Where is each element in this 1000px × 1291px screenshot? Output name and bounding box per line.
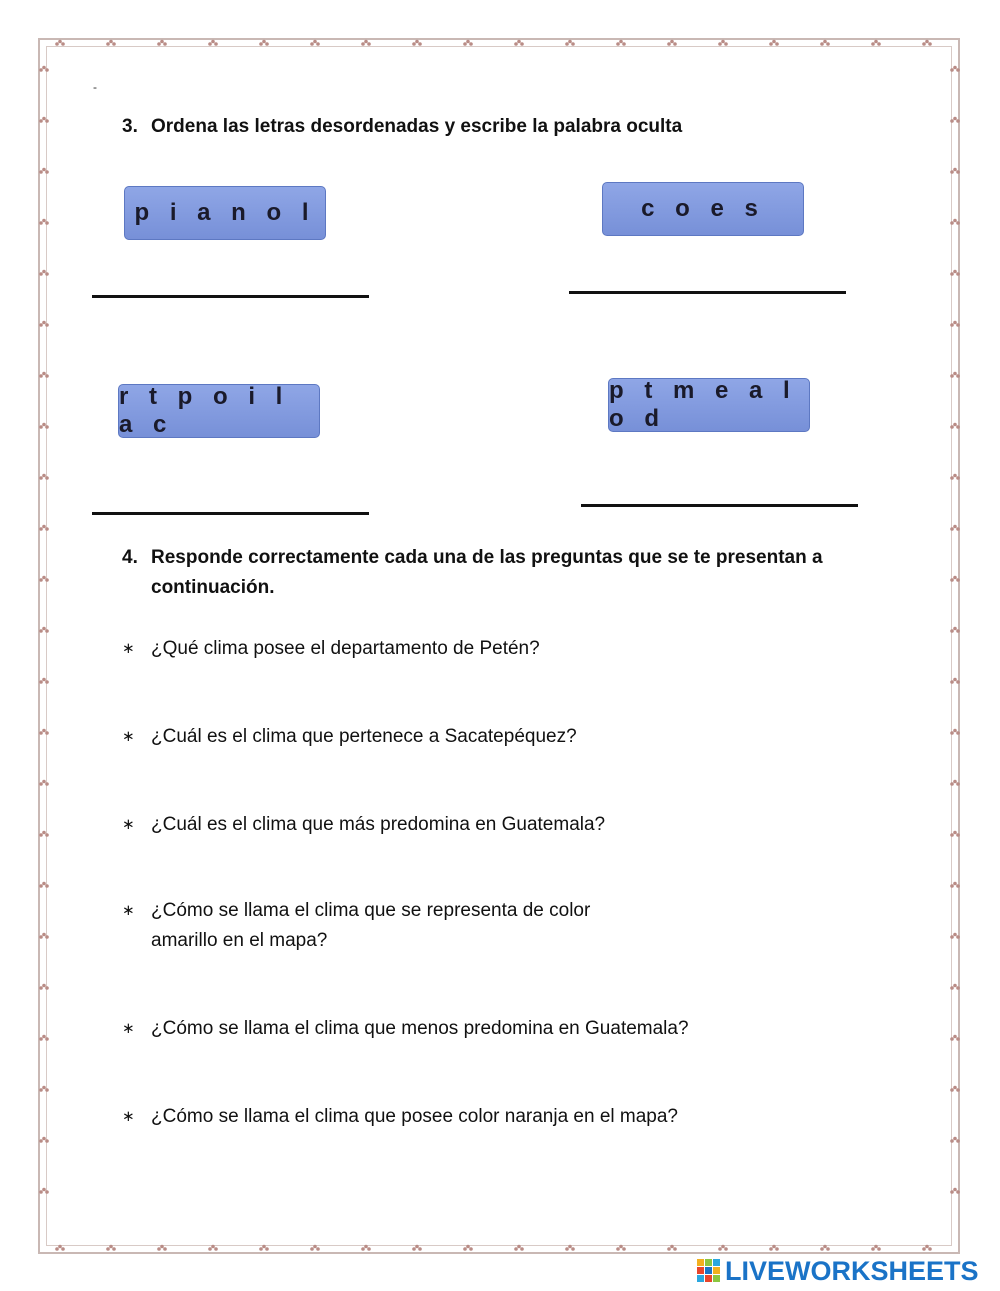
liveworksheets-logo[interactable] — [697, 1255, 979, 1287]
section-4-number: 4. — [122, 547, 138, 568]
bullet-star-icon: ∗ — [122, 902, 135, 919]
answer-line-4[interactable] — [581, 504, 858, 507]
question-text: ¿Cuál es el clima que más predomina en Guatemala? — [151, 814, 606, 835]
bullet-star-icon: ∗ — [122, 728, 135, 745]
scrambled-word-4: p t m e a l o d — [608, 378, 810, 432]
scrambled-word-1: p i a n o l — [124, 186, 326, 240]
bullet-star-icon: ∗ — [122, 1108, 135, 1125]
bullet-star-icon: ∗ — [122, 640, 135, 657]
question-text: ¿Cómo se llama el clima que posee color naranja en el mapa? — [151, 1106, 678, 1127]
liveworksheets-logo-text: LIVEWORKSHEETS — [725, 1255, 979, 1286]
answer-line-1[interactable] — [92, 295, 369, 298]
bullet-star-icon: ∗ — [122, 816, 135, 833]
section-3-number: 3. — [122, 116, 138, 137]
liveworksheets-logo-icon — [697, 1259, 721, 1283]
section-3-instruction: Ordena las letras desordenadas y escribe la palabra oculta — [151, 116, 683, 137]
question-text: ¿Qué clima posee el departamento de Petén? — [151, 638, 540, 659]
scrambled-word-2: c o e s — [602, 182, 804, 236]
question-text: ¿Cómo se llama el clima que se representa de color amarillo en el mapa? — [151, 900, 591, 951]
answer-line-2[interactable] — [569, 291, 846, 294]
dash-mark: - — [93, 80, 97, 94]
question-text: ¿Cómo se llama el clima que menos predomina en Guatemala? — [151, 1018, 689, 1039]
bullet-star-icon: ∗ — [122, 1020, 135, 1037]
question-text: ¿Cuál es el clima que pertenece a Sacatepéquez? — [151, 726, 577, 747]
answer-line-3[interactable] — [92, 512, 369, 515]
scrambled-word-3: r t p o i l a c — [118, 384, 320, 438]
section-4-instruction: Responde correctamente cada una de las preguntas que se te presentan a continuación. — [151, 547, 823, 598]
